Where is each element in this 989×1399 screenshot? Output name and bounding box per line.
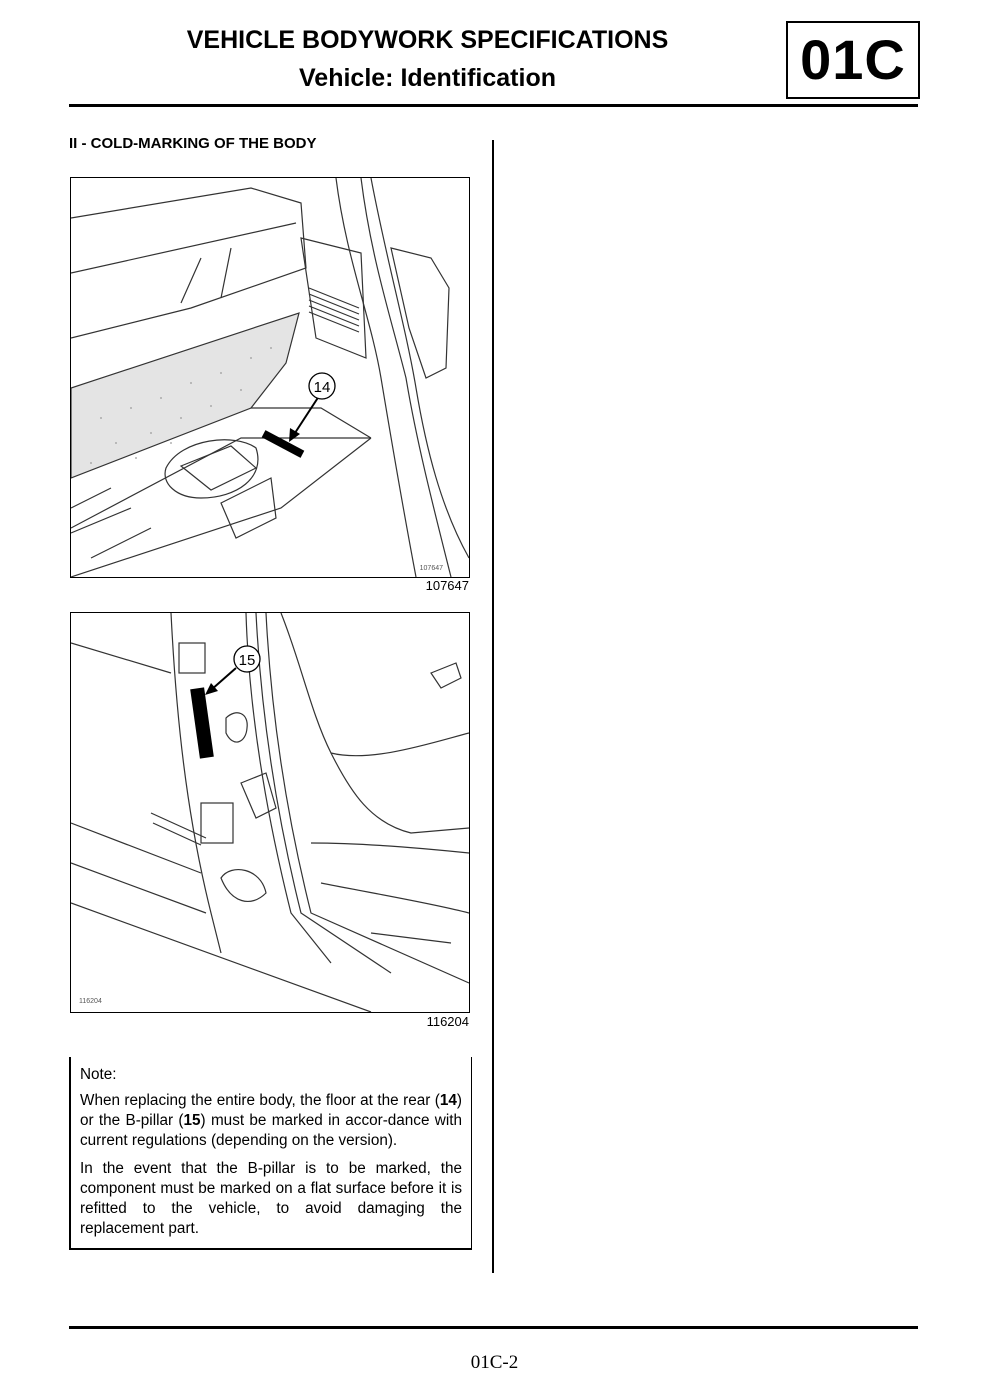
section-code-box: 01C	[786, 21, 920, 99]
callout-15: 15	[238, 652, 256, 669]
note-paragraph-2: In the event that the B-pillar is to be marked, the component must be marked on a flat surface before it is refitted to the vehicle, to avoid damaging the replacement part.	[80, 1160, 462, 1237]
figure-boot-floor	[70, 177, 470, 578]
footer-rule	[69, 1326, 918, 1329]
boot-floor-illustration-icon	[71, 178, 469, 577]
figure-reference: 107647	[425, 578, 469, 593]
figure-inner-label: 116204	[79, 998, 102, 1005]
note-text: ) must be marked in accor-dance with current regulations (depending on the version).	[80, 1112, 462, 1149]
figure-inner-label: 107647	[419, 565, 443, 572]
note-text: ) or the B-pillar (	[80, 1092, 462, 1129]
figure-reference: 116204	[426, 1014, 469, 1029]
marking-zone-15	[190, 687, 214, 758]
section-heading: II - COLD-MARKING OF THE BODY	[69, 135, 317, 152]
callout-14: 14	[313, 379, 331, 396]
note-box	[69, 1057, 472, 1250]
page-number: 01C-2	[470, 1352, 519, 1373]
b-pillar-illustration-icon	[71, 613, 469, 1012]
figure-b-pillar	[70, 612, 470, 1013]
note-ref-14: 14	[439, 1092, 457, 1109]
document-subtitle: Vehicle: Identification	[299, 64, 556, 92]
note-label: Note:	[80, 1066, 117, 1083]
note-text: When replacing the entire body, the floor at the rear (	[80, 1092, 440, 1109]
column-divider	[492, 140, 494, 1273]
note-paragraph-1	[80, 1091, 462, 1151]
document-title: VEHICLE BODYWORK SPECIFICATIONS	[186, 26, 669, 54]
header-rule	[69, 104, 918, 107]
note-ref-15: 15	[183, 1112, 201, 1129]
